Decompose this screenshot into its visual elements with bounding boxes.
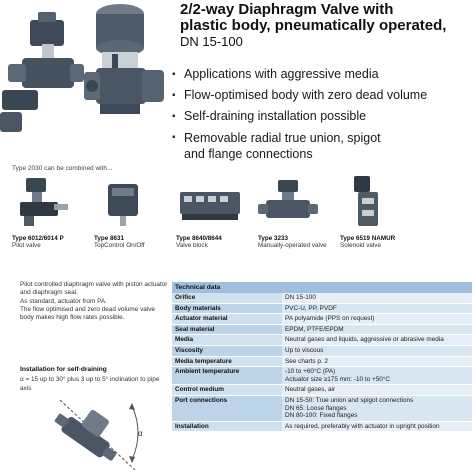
feature-item-line: and flange connections — [184, 147, 313, 161]
table-value-cell: DN 15-50: True union and spigot connections DN 65: Loose flanges DN 80-100: Fixed flanges — [282, 395, 472, 421]
product-size-range: DN 15-100 — [180, 34, 243, 49]
table-key-cell: Viscosity — [172, 345, 282, 356]
table-row — [172, 324, 472, 335]
table-value-cell: Neutral gases, air — [282, 385, 472, 396]
table-row — [172, 303, 472, 314]
combine-note: Type 2030 can be combined with... — [12, 165, 113, 172]
description-paragraph: The flow optimised and zero dead volume valve body makes high flow rates possible. — [20, 305, 155, 322]
accessory-type: Type 6012/6014 P — [12, 235, 64, 242]
topcontrol-icon — [94, 174, 164, 232]
title-line-2: plastic body, pneumatically operated, — [180, 17, 447, 34]
small-valve-image — [0, 12, 84, 132]
product-title — [180, 2, 470, 34]
product-photo — [0, 0, 172, 160]
table-value-cell: DN 15-100 — [282, 293, 472, 303]
table-row — [172, 367, 472, 385]
accessory-8640 — [176, 174, 250, 250]
accessory-8631 — [94, 174, 168, 250]
table-key-cell: Installation — [172, 421, 282, 432]
table-row — [172, 314, 472, 325]
feature-list — [172, 64, 472, 162]
accessory-type: Type 3233 — [258, 235, 288, 242]
table-value-cell: PA polyamide (PPS on request) — [282, 314, 472, 325]
pilot-valve-icon — [12, 174, 82, 232]
table-key-cell: Actuator material — [172, 314, 282, 325]
table-value-cell: Neutral gases and liquids, aggressive or abrasive media — [282, 335, 472, 346]
accessory-3233 — [258, 174, 332, 250]
accessory-desc: Manually-operated valve — [258, 242, 327, 249]
feature-item: ▪ Applications with aggressive media — [172, 64, 472, 85]
solenoid-valve-icon — [340, 174, 410, 232]
table-row — [172, 335, 472, 346]
title-line-1: 2/2-way Diaphragm Valve with — [180, 1, 394, 18]
table-row — [172, 385, 472, 396]
feature-item: ▪ Self-draining installation possible — [172, 106, 472, 127]
description-paragraph: As standard, actuator from PA. — [20, 297, 107, 305]
table-value-cell: PVC-U, PP, PVDF — [282, 303, 472, 314]
feature-item — [172, 130, 472, 162]
accessory-6012 — [12, 174, 86, 250]
accessory-type: Type 6519 NAMUR — [340, 235, 396, 242]
table-value-cell: As required, preferably with actuator in upright position — [282, 421, 472, 432]
table-key-cell: Port connections — [172, 395, 282, 421]
table-value-cell: Up to viscous — [282, 345, 472, 356]
table-value-cell: See charts p. 2 — [282, 356, 472, 367]
table-row — [172, 421, 472, 432]
table-row — [172, 345, 472, 356]
installation-heading: Installation for self-draining — [20, 366, 107, 373]
installation-text: α = 15 up to 30° plus 3 up to 5° inclination to pipe axis — [20, 376, 160, 392]
table-key-cell: Body materials — [172, 303, 282, 314]
table-key-cell: Media — [172, 335, 282, 346]
table-row — [172, 356, 472, 367]
feature-item: ▪ Flow-optimised body with zero dead volume — [172, 85, 472, 106]
table-value-cell: EPDM, PTFE/EPDM — [282, 324, 472, 335]
accessory-desc: TopControl On/Off — [94, 242, 145, 249]
table-value-cell: -10 to +60°C (PA) Actuator size ≥175 mm: -10 to +50°C — [282, 367, 472, 385]
table-key-cell: Media temperature — [172, 356, 282, 367]
accessory-6519 — [340, 174, 414, 250]
accessory-type: Type 8631 — [94, 235, 124, 242]
accessory-desc: Valve block — [176, 242, 208, 249]
feature-item-line: Removable radial true union, spigot — [184, 131, 381, 145]
table-key-cell: Ambient temperature — [172, 367, 282, 385]
accessory-desc: Solenoid valve — [340, 242, 381, 249]
installation-diagram — [40, 398, 150, 473]
table-row — [172, 293, 472, 303]
angle-label: α — [138, 429, 143, 438]
technical-data-table — [172, 282, 472, 432]
accessory-type: Type 8640/8644 — [176, 235, 222, 242]
table-row — [172, 395, 472, 421]
table-key-cell: Seal material — [172, 324, 282, 335]
manual-valve-icon — [258, 174, 328, 232]
technical-data-header: Technical data — [172, 282, 472, 293]
table-key-cell: Control medium — [172, 385, 282, 396]
product-description — [20, 281, 170, 322]
valve-block-icon — [176, 174, 246, 232]
large-valve-image — [84, 4, 164, 114]
table-key-cell: Orifice — [172, 293, 282, 303]
description-paragraph: Pilot controlled diaphragm valve with piston actuator and diaphragm seal. — [20, 281, 168, 297]
accessory-desc: Pilot valve — [12, 242, 41, 249]
